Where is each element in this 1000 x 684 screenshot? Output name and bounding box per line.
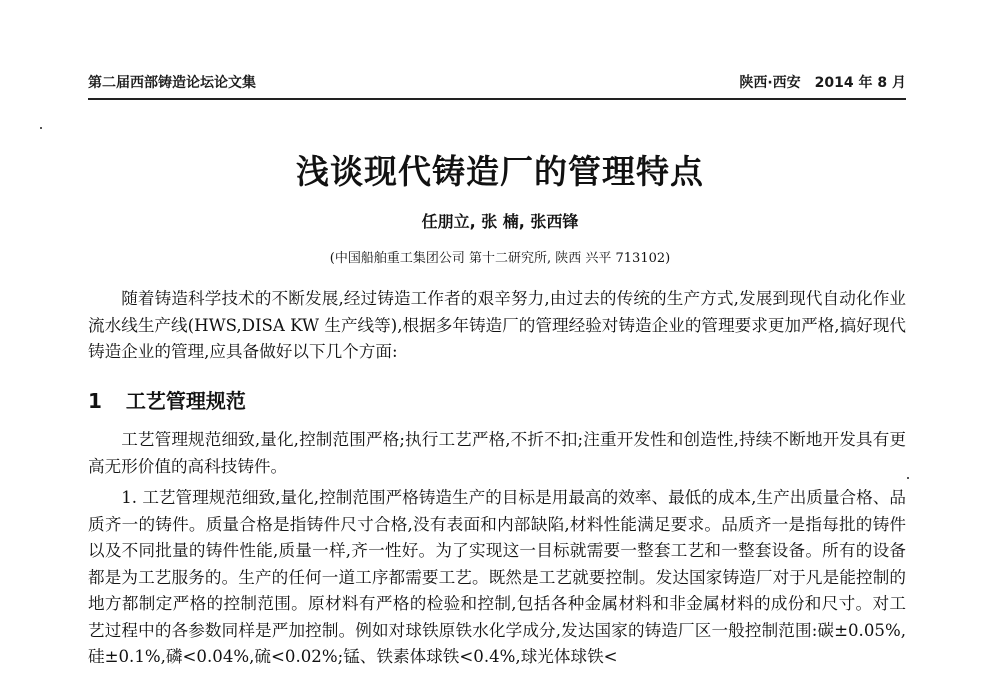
running-header [88,70,906,94]
section-paragraph-1: 工艺管理规范细致,量化,控制范围严格;执行工艺严格,不折不扣;注重开发性和创造性,持续不断地开发具有更高无形价值的高科技铸件。 [88,430,906,476]
scan-speck [40,127,42,129]
section-number: 1 [88,389,102,413]
journal-name: 第二届西部铸造论坛论文集 [88,75,256,91]
author-list: 任朋立, 张 楠, 张西锋 [421,212,579,231]
section-title: 工艺管理规范 [125,389,246,413]
author-affiliation: (中国船舶重工集团公司 第十二研究所, 陕西 兴平 713102) [329,251,671,266]
publication-place-date: 陕西·西安 2014 年 8 月 [739,75,906,91]
intro-paragraph: 随着铸造科学技术的不断发展,经过铸造工作者的艰辛努力,由过去的传统的生产方式,发展到现代自动化作业流水线生产线(HWS,DISA KW 生产线等),根据多年铸造厂的管理经验对铸造企业的管理要求更加严格,搞好现代铸造企业的管理,应具备做好以下几个方面: [88,289,906,361]
section-heading [88,385,246,414]
scan-speck [907,477,909,479]
paper-title: 浅谈现代铸造厂的管理特点 [296,152,704,191]
header-rule [88,98,906,100]
section-paragraph-2: 1. 工艺管理规范细致,量化,控制范围严格铸造生产的目标是用最高的效率、最低的成本,生产出质量合格、品质齐一的铸件。质量合格是指铸件尺寸合格,没有表面和内部缺陷,材料性能满足要求。品质齐一是指每批的铸件以及不同批量的铸件性能,质量一样,齐一性好。为了实现这一目标就需要一整套工艺和一整套设备。所有的设备都是为工艺服务的。生产的任何一道工序都需要工艺。既然是工艺就要控制。发达国家铸造厂对于凡是能控制的地方都制定严格的控制范围。原材料有严格的检验和控制,包括各种金属材料和非金属材料的成份和尺寸。对工艺过程中的各参数同样是严加控制。例如对球铁原铁水化学成分,发达国家的铸造厂区一般控制范围:碳±0.05%,硅±0.1%,磷<0.04%,硫<0.02%;锰、铁素体球铁<0.4%,球光体球铁< [88,488,906,666]
